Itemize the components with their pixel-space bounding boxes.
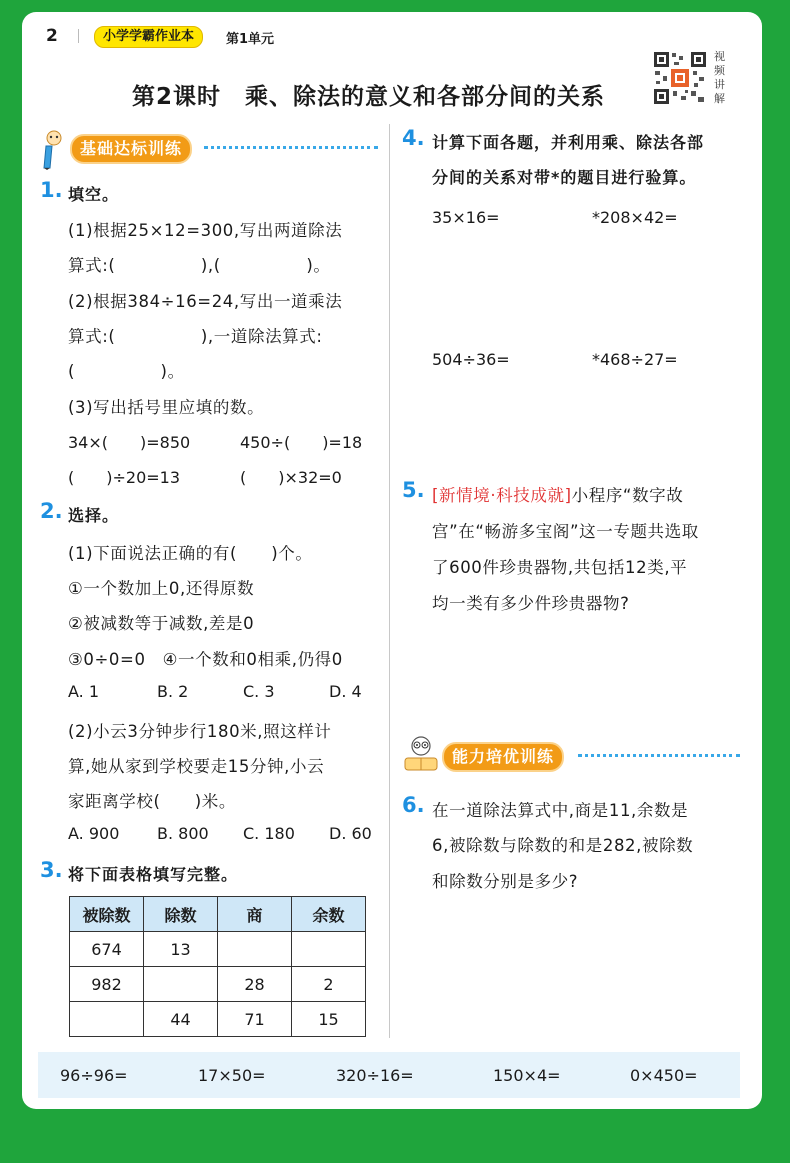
q4-number: 4.	[402, 126, 425, 150]
q2-line: (2)小云3分钟步行180米,照这样计	[68, 722, 332, 741]
q2-option: C. 3	[243, 682, 275, 701]
q6-line: 6,被除数与除数的和是282,被除数	[432, 836, 694, 855]
table-cell: 71	[218, 1002, 292, 1037]
page-number: 2	[46, 26, 58, 46]
table-header-cell: 商	[218, 897, 292, 932]
q5-tag: [新情境·科技成就]	[432, 486, 572, 505]
section-banner-advanced	[402, 736, 742, 770]
q4-calc: *468÷27=	[592, 350, 678, 369]
section-basic-dots	[204, 146, 378, 149]
q2-line: (1)下面说法正确的有( )个。	[68, 544, 313, 563]
table-cell: 44	[144, 1002, 218, 1037]
pencil-mascot-icon	[40, 128, 70, 170]
q4-calc: 504÷36=	[432, 350, 510, 369]
q1-line: (2)根据384÷16=24,写出一道乘法	[68, 292, 343, 311]
q1-line: ( )。	[68, 362, 185, 381]
q1-blank: 450÷( )=18	[240, 433, 363, 452]
q3-title: 将下面表格填写完整。	[68, 865, 239, 884]
q2-option: A. 900	[68, 824, 120, 843]
unit-label: 第1单元	[226, 32, 275, 47]
lesson-title: 第2课时 乘、除法的意义和各部分间的关系	[132, 84, 606, 110]
q2-line: ①一个数加上0,还得原数	[68, 579, 255, 598]
table-header-row	[70, 897, 366, 932]
q4-calc: *208×42=	[592, 208, 678, 227]
q4-line: 计算下面各题，并利用乘、除法各部	[432, 133, 705, 152]
table-row	[70, 1002, 366, 1037]
q5-line: 均一类有多少件珍贵器物?	[432, 594, 630, 613]
q2-line: 家距离学校( )米。	[68, 792, 236, 811]
q2-line: ②被减数等于减数,差是0	[68, 614, 255, 633]
q5-number: 5.	[402, 478, 425, 502]
q1-line: (1)根据25×12=300,写出两道除法	[68, 221, 343, 240]
q1-line: 算式:( ),一道除法算式:	[68, 327, 323, 346]
q2-title: 选择。	[68, 506, 120, 525]
q2-option: C. 180	[243, 824, 295, 843]
footer-calc: 96÷96=	[60, 1066, 128, 1085]
table-header-cell: 余数	[292, 897, 366, 932]
table-row	[70, 932, 366, 967]
q1-title: 填空。	[68, 185, 120, 204]
book-name-badge: 小学学霸作业本	[94, 26, 203, 48]
table-cell-blank[interactable]	[292, 932, 366, 967]
q1-blank: 34×( )=850	[68, 433, 191, 452]
q5-line: 小程序“数字故	[571, 486, 684, 505]
column-divider	[389, 124, 390, 1038]
table-header-cell: 除数	[144, 897, 218, 932]
worksheet-page	[22, 12, 762, 1109]
footer-calc: 0×450=	[630, 1066, 698, 1085]
q2-line: ③0÷0=0 ④一个数和0相乘,仍得0	[68, 650, 343, 669]
q5-line: 了600件珍贵器物,共包括12类,平	[432, 558, 688, 577]
q1-blank: ( )×32=0	[240, 468, 342, 487]
q2-option: B. 2	[157, 682, 189, 701]
table-cell-blank[interactable]	[218, 932, 292, 967]
table-cell: 982	[70, 967, 144, 1002]
header-divider	[78, 29, 79, 43]
footer-calc: 150×4=	[493, 1066, 561, 1085]
q1-number: 1.	[40, 178, 63, 202]
q1-line: (3)写出括号里应填的数。	[68, 398, 265, 417]
table-cell: 28	[218, 967, 292, 1002]
q2-line: 算,她从家到学校要走15分钟,小云	[68, 757, 325, 776]
section-advanced-dots	[578, 754, 740, 757]
q5-first-line	[432, 482, 683, 506]
q6-line: 在一道除法算式中,商是11,余数是	[432, 801, 689, 820]
q6-line: 和除数分别是多少?	[432, 872, 579, 891]
q4-calc: 35×16=	[432, 208, 500, 227]
footer-calc: 320÷16=	[336, 1066, 414, 1085]
q2-number: 2.	[40, 499, 63, 523]
q2-option: A. 1	[68, 682, 100, 701]
section-banner-basic	[40, 128, 380, 162]
qr-code-icon[interactable]	[652, 50, 708, 106]
division-table	[69, 896, 366, 1037]
q1-line: 算式:( ),( )。	[68, 256, 331, 275]
q2-option: D. 4	[329, 682, 362, 701]
q3-number: 3.	[40, 858, 63, 882]
table-header-cell: 被除数	[70, 897, 144, 932]
q5-line: 宫”在“畅游多宝阁”这一专题共选取	[432, 522, 699, 541]
table-cell: 15	[292, 1002, 366, 1037]
qr-video-label: 视频讲解	[714, 50, 725, 105]
section-basic-label: 基础达标训练	[70, 134, 192, 164]
reading-mascot-icon	[402, 734, 440, 774]
q6-number: 6.	[402, 793, 425, 817]
q4-line: 分间的关系对带*的题目进行验算。	[432, 168, 697, 187]
table-row	[70, 967, 366, 1002]
footer-oral-calc-bar	[38, 1052, 740, 1098]
table-cell: 674	[70, 932, 144, 967]
q1-blank: ( )÷20=13	[68, 468, 181, 487]
table-cell: 2	[292, 967, 366, 1002]
footer-calc: 17×50=	[198, 1066, 266, 1085]
table-cell-blank[interactable]	[70, 1002, 144, 1037]
section-advanced-label: 能力培优训练	[442, 742, 564, 772]
table-cell-blank[interactable]	[144, 967, 218, 1002]
q2-option: B. 800	[157, 824, 209, 843]
table-cell: 13	[144, 932, 218, 967]
q2-option: D. 60	[329, 824, 372, 843]
